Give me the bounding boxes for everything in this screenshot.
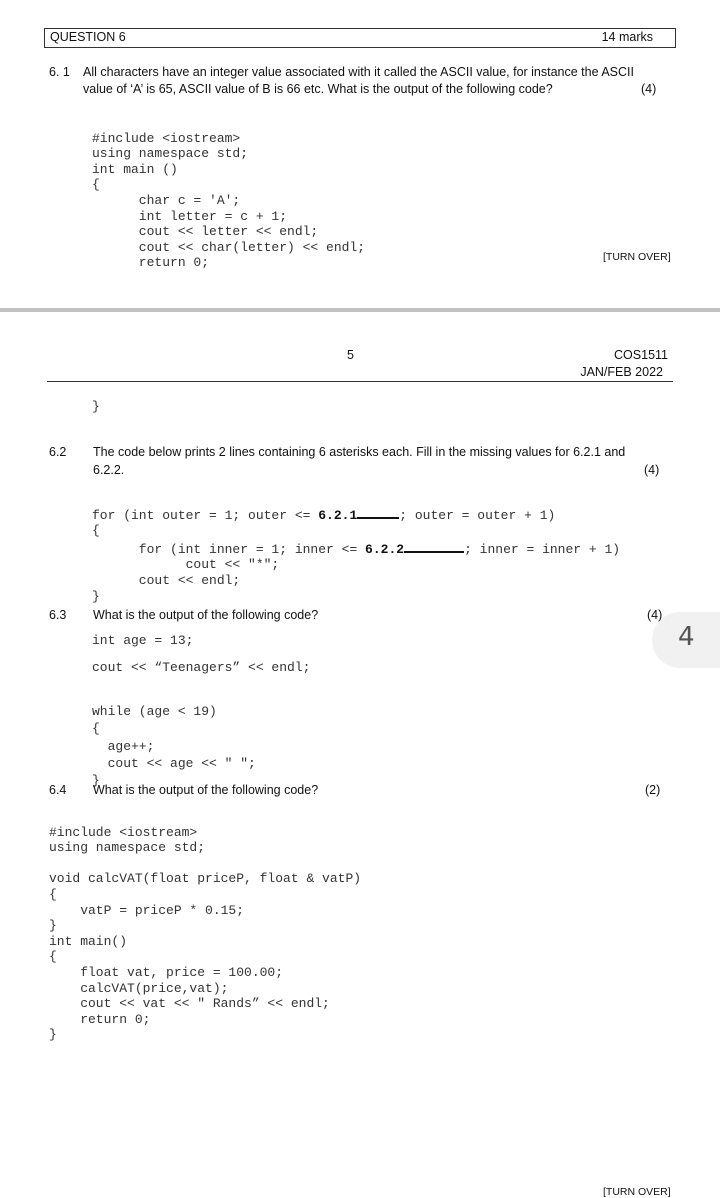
code-line: cout << vat << " Rands” << endl; xyxy=(49,996,330,1012)
code-line: cout << letter << endl; xyxy=(92,224,319,240)
q6-2-marks: (4) xyxy=(644,463,660,477)
code-line: return 0; xyxy=(49,1011,151,1027)
total-marks: 14 marks xyxy=(601,30,653,44)
code-line: int letter = c + 1; xyxy=(92,208,288,224)
code-line: return 0; xyxy=(92,255,210,271)
course-code: COS1511 xyxy=(614,348,668,362)
page-number: 5 xyxy=(347,348,354,362)
code-line: { xyxy=(49,949,57,965)
code-line: cout << char(letter) << endl; xyxy=(92,239,366,255)
code-line: age++; xyxy=(92,738,155,754)
code-line: cout << "*"; xyxy=(92,557,280,573)
page-indicator-badge[interactable] xyxy=(652,612,720,668)
code-line: void calcVAT(float priceP, float & vatP) xyxy=(49,871,362,887)
code-line: #include <iostream> xyxy=(92,130,241,146)
q6-2-text-line1: The code below prints 2 lines containing 6 asterisks each. Fill in the missing values for 6.2.1 and xyxy=(93,445,626,459)
q6-4-code-block xyxy=(49,809,361,1059)
q6-2-text-line2: 6.2.2. xyxy=(93,463,125,477)
code-line: int main() xyxy=(49,933,128,949)
q6-4-text: What is the output of the following code? xyxy=(93,783,319,797)
code-line: { xyxy=(92,523,100,539)
code-line xyxy=(49,856,361,872)
code-line: while (age < 19) xyxy=(92,704,217,720)
q6-3-code-line1: int age = 13; xyxy=(92,633,194,648)
code-line: calcVAT(price,vat); xyxy=(49,980,229,996)
page-indicator-value: 4 xyxy=(678,622,695,652)
header-rule xyxy=(47,381,673,382)
q6-1-text-line1: All characters have an integer value associated with it called the ASCII value, for instance the ASCII xyxy=(83,65,634,79)
blank-label-6-2-1: 6.2.1 xyxy=(318,507,358,523)
code-line: char c = 'A'; xyxy=(92,192,241,208)
code-line: { xyxy=(92,177,100,193)
blank-label-6-2-2: 6.2.2 xyxy=(365,541,405,557)
code-line: { xyxy=(92,721,100,737)
code-line: cout << age << " "; xyxy=(92,755,256,771)
q6-2-code-block xyxy=(92,489,620,620)
code-text: ; inner = inner + 1) xyxy=(464,541,621,557)
turn-over-note-cut: [TURN OVER] xyxy=(603,1186,671,1198)
code-text: ; outer = outer + 1) xyxy=(399,507,556,523)
turn-over-note: [TURN OVER] xyxy=(603,251,671,263)
code-line: } xyxy=(49,1027,57,1043)
q6-2-number: 6.2 xyxy=(49,445,67,459)
answer-blank-6-2-2[interactable] xyxy=(404,539,464,553)
code-text: for (int inner = 1; inner <= xyxy=(92,541,366,557)
q6-3-text: What is the output of the following code? xyxy=(93,608,319,622)
code-line: using namespace std; xyxy=(49,840,206,856)
code-line: float vat, price = 100.00; xyxy=(49,964,284,980)
q6-3-number: 6.3 xyxy=(49,608,67,622)
code-line: cout << endl; xyxy=(92,572,241,588)
code-line: #include <iostream> xyxy=(49,824,198,840)
question-header-box xyxy=(44,28,676,48)
q6-4-number: 6.4 xyxy=(49,783,67,797)
code-text: for (int outer = 1; outer <= xyxy=(92,507,319,523)
q6-1-text-line2: value of ‘A’ is 65, ASCII value of B is 66 etc. What is the output of the following code? xyxy=(83,82,553,96)
code-line: } xyxy=(92,588,100,604)
q6-3-code-line2: cout << “Teenagers” << endl; xyxy=(92,660,311,675)
code-line: } xyxy=(92,773,100,789)
page-separator xyxy=(0,308,720,312)
question-label: QUESTION 6 xyxy=(50,30,126,44)
q6-4-marks: (2) xyxy=(645,783,661,797)
code-line xyxy=(92,539,620,558)
code-line: int main () xyxy=(92,161,178,177)
q6-1-code-block xyxy=(92,115,365,287)
q6-1-closing-brace: } xyxy=(92,399,100,414)
code-line: } xyxy=(49,918,57,934)
q6-1-number: 6. 1 xyxy=(49,65,70,79)
code-line: vatP = priceP * 0.15; xyxy=(49,902,245,918)
code-line: { xyxy=(49,886,57,902)
code-line: using namespace std; xyxy=(92,146,249,162)
q6-3-marks: (4) xyxy=(647,608,663,622)
exam-period: JAN/FEB 2022 xyxy=(580,365,663,379)
code-line xyxy=(92,505,620,524)
answer-blank-6-2-1[interactable] xyxy=(357,505,399,519)
q6-1-marks: (4) xyxy=(641,82,657,96)
